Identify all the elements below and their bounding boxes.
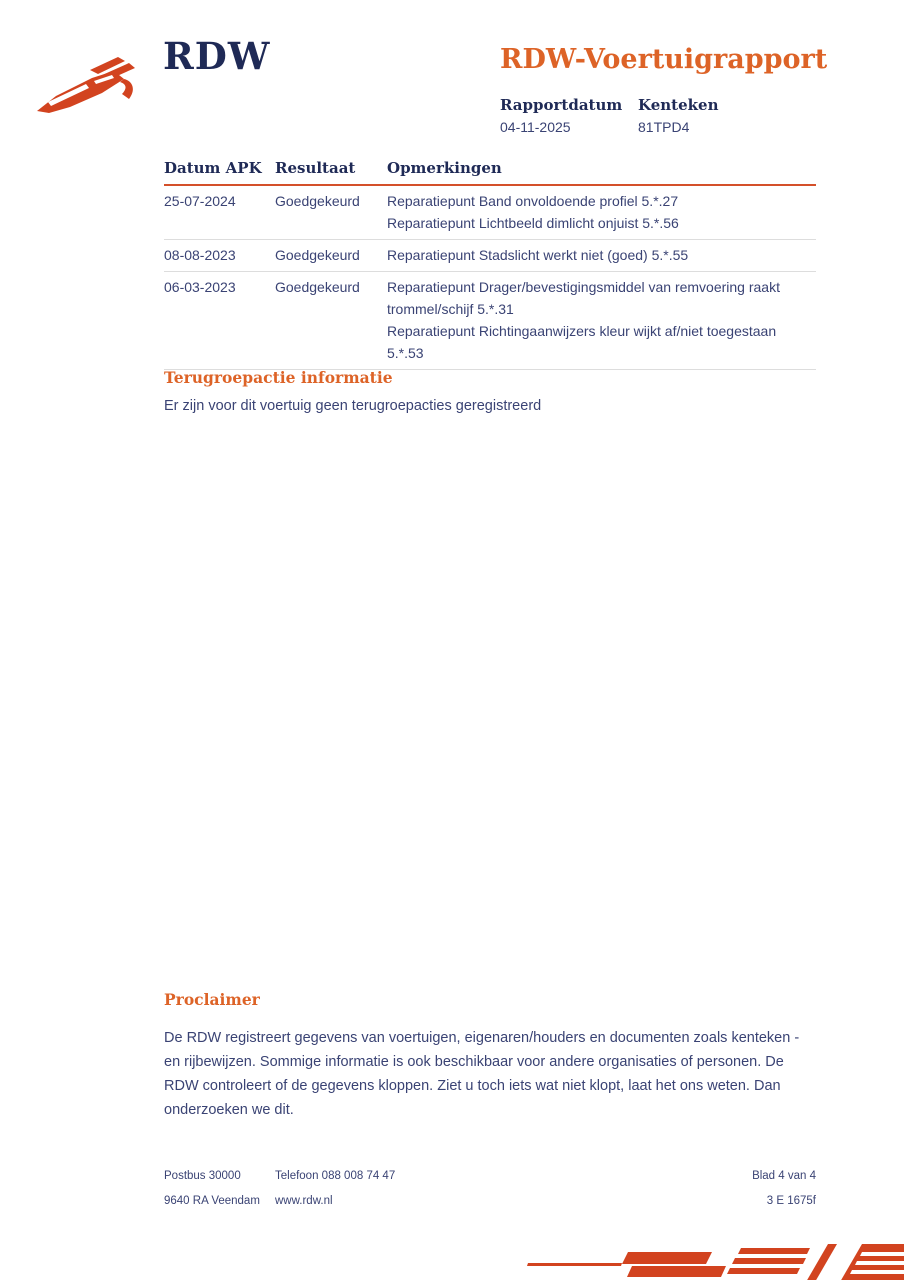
apk-result: Goedgekeurd [275,193,360,209]
column-header-datum-apk: Datum APK [164,159,262,177]
footer-address-line2: 9640 RA Veendam [164,1195,260,1207]
page-footer [164,1170,816,1220]
proclaimer-body: De RDW registreert gegevens van voertuigen, eigenaren/houders en documenten zoals kenteken - en rijbewijzen. Sommige informatie is ook beschikbaar voor andere organisaties of personen. De RDW controleert of de gegevens kloppen. Ziet u toch iets wat niet klopt, laat het ons weten. Dan onderzoeken we dit. [164,1030,800,1118]
proclaimer-section [164,990,816,1122]
plate-block [638,96,776,135]
apk-date: 25-07-2024 [164,193,236,209]
remark-line: Reparatiepunt Lichtbeeld dimlicht onjuist 5.*.56 [387,215,679,231]
plate-value: 81TPD4 [638,119,690,135]
apk-result: Goedgekeurd [275,247,360,263]
proclaimer-heading: Proclaimer [164,990,260,1009]
report-date-label: Rapportdatum [500,96,623,114]
footer-address-line1: Postbus 30000 [164,1170,241,1182]
report-meta [500,96,776,135]
table-header-row [164,157,816,186]
footer-line [164,1195,816,1207]
remark-line: Reparatiepunt Richtingaanwijzers kleur wijkt af/niet toegestaan 5.*.53 [387,323,777,361]
column-header-resultaat: Resultaat [275,159,356,177]
apk-remarks [387,190,816,234]
table-row [164,272,816,370]
brand-wordmark: RDW [163,34,271,78]
table-row [164,186,816,240]
page-title: RDW-Voertuigrapport [500,44,828,75]
rdw-speed-stripes-icon [510,1240,904,1280]
remark-line: Reparatiepunt Band onvoldoende profiel 5.*.27 [387,193,679,209]
recall-section [164,368,816,414]
column-header-opmerkingen: Opmerkingen [387,159,502,177]
remark-line: Reparatiepunt Stadslicht werkt niet (goed) 5.*.55 [387,247,689,263]
plate-label: Kenteken [638,96,719,114]
report-date-value: 04-11-2025 [500,119,571,135]
rdw-feather-logo-icon [34,50,156,116]
apk-date: 08-08-2023 [164,247,236,263]
footer-line [164,1170,816,1182]
remark-line: Reparatiepunt Drager/bevestigingsmiddel van remvoering raakt trommel/schijf 5.*.31 [387,279,780,317]
apk-remarks [387,276,816,364]
recall-body: Er zijn voor dit voertuig geen terugroepacties geregistreerd [164,398,542,414]
footer-phone: Telefoon 088 008 74 47 [275,1170,396,1182]
apk-date: 06-03-2023 [164,279,236,295]
footer-website: www.rdw.nl [275,1195,333,1207]
footer-form-code: 3 E 1675f [766,1195,816,1207]
report-date-block [500,96,638,135]
table-row [164,240,816,272]
footer-page-indicator: Blad 4 van 4 [752,1170,816,1182]
apk-history-table [164,157,816,370]
apk-result: Goedgekeurd [275,279,360,295]
recall-heading: Terugroepactie informatie [164,368,393,387]
apk-remarks [387,244,816,266]
